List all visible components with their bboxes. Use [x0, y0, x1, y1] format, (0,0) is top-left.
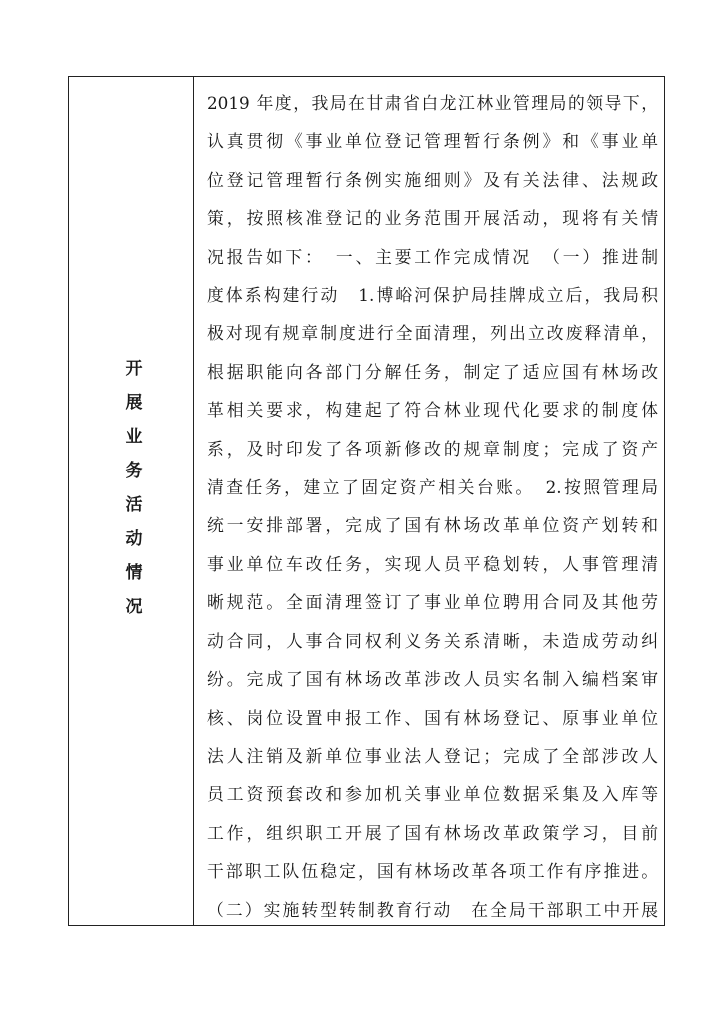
text-line: 位登记管理暂行条例实施细则》及有关法律、法规政: [207, 169, 658, 190]
text-line: 工作，组织职工开展了国有林场改革政策学习，目前: [207, 822, 658, 843]
text-line: 纷。完成了国有林场改革涉改人员实名制入编档案审: [207, 669, 658, 690]
row-label: 开展业务活动情况: [121, 359, 142, 631]
text-line: 根据职能向各部门分解任务，制定了适应国有林场改: [207, 361, 658, 382]
text-line: 干部职工队伍稳定，国有林场改革各项工作有序推进。: [207, 861, 658, 882]
text-line: 策，按照核准登记的业务范围开展活动，现将有关情: [207, 208, 658, 229]
text-line: 核、岗位设置申报工作、国有林场登记、原事业单位: [207, 707, 658, 728]
text-line: 法人注销及新单位事业法人登记；完成了全部涉改人: [207, 745, 658, 766]
text-line: 系，及时印发了各项新修改的规章制度；完成了资产: [207, 438, 658, 459]
text-line: 统一安排部署，完成了国有林场改革单位资产划转和: [207, 515, 658, 536]
column-divider: [193, 77, 194, 925]
text-line: 2019 年度，我局在甘肃省白龙江林业管理局的领导下，: [207, 93, 658, 113]
text-line: 革相关要求，构建起了符合林业现代化要求的制度体: [207, 400, 658, 421]
text-line: 员工资预套改和参加机关事业单位数据采集及入库等: [207, 784, 658, 805]
text-line: （二）实施转型转制教育行动 在全局干部职工中开展: [207, 899, 658, 920]
row-content-cell: [195, 77, 664, 925]
text-line: 清查任务，建立了固定资产相关台账。 2.按照管理局: [207, 477, 658, 498]
text-line: 极对现有规章制度进行全面清理，列出立改废释清单，: [207, 323, 658, 344]
row-label-cell: [69, 77, 193, 925]
text-line: 动合同，人事合同权利义务关系清晰，未造成劳动纠: [207, 630, 658, 651]
text-line: 度体系构建行动 1.博峪河保护局挂牌成立后，我局积: [207, 285, 658, 306]
text-line: 况报告如下： 一、主要工作完成情况 （一）推进制: [207, 246, 658, 267]
text-line: 事业单位车改任务，实现人员平稳划转，人事管理清: [207, 553, 658, 574]
activity-report-text: [195, 77, 664, 925]
text-line: 晰规范。全面清理签订了事业单位聘用合同及其他劳: [207, 592, 658, 613]
text-line: 认真贯彻《事业单位登记管理暂行条例》和《事业单: [207, 131, 658, 152]
report-form-table: [68, 76, 665, 926]
